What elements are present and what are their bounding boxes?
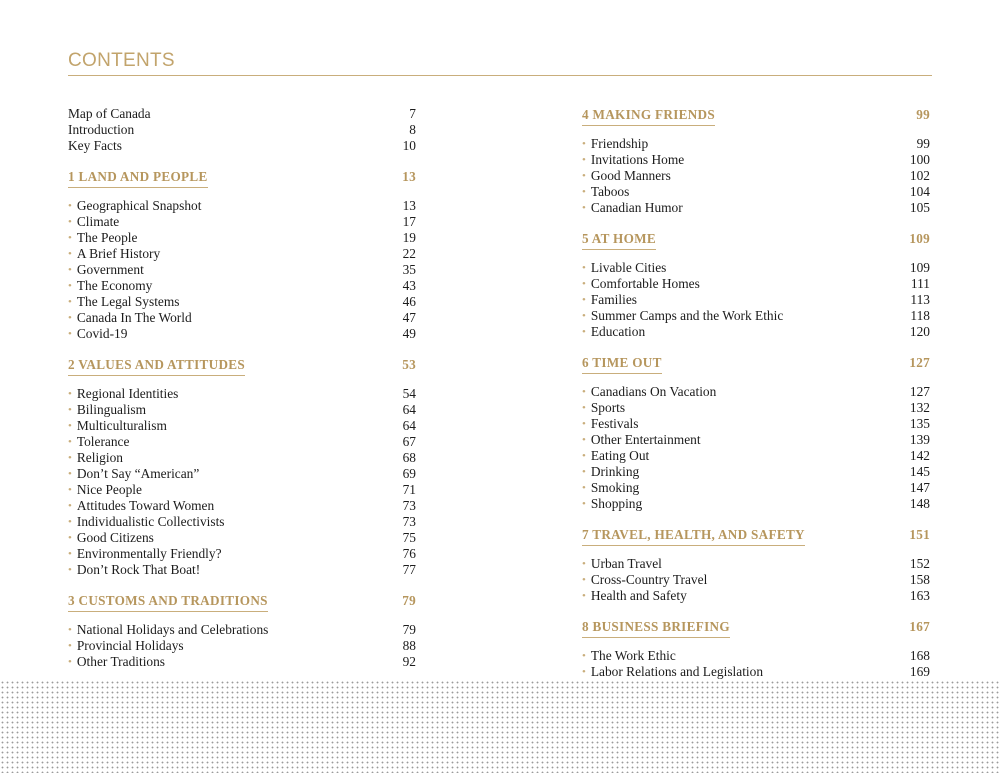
toc-entry-page-number: 64 [402, 418, 416, 433]
toc-entry[interactable] [68, 466, 416, 482]
toc-entry-title: • Canada In The World [68, 310, 192, 327]
toc-entry[interactable] [68, 498, 416, 514]
toc-entry[interactable] [582, 556, 930, 572]
toc-entry-title: • Don’t Rock That Boat! [68, 562, 200, 579]
toc-entry[interactable] [68, 482, 416, 498]
toc-entry-page-number: 64 [402, 402, 416, 417]
toc-entry-title: • A Brief History [68, 246, 160, 263]
toc-entry[interactable] [582, 324, 930, 340]
toc-entry-page-number: 49 [402, 326, 416, 341]
toc-entry-page-number: 17 [402, 214, 416, 229]
toc-entry-title: • Government [68, 262, 144, 279]
toc-entry[interactable] [68, 622, 416, 638]
section-spacer [582, 340, 930, 354]
section-spacer [582, 216, 930, 230]
toc-entry-title: • Summer Camps and the Work Ethic [582, 308, 783, 325]
toc-entry[interactable] [582, 168, 930, 184]
toc-entry-page-number: 142 [909, 448, 930, 463]
toc-left-column [68, 106, 416, 670]
toc-entry-title: • Environmentally Friendly? [68, 546, 222, 563]
toc-entry-title: • Multiculturalism [68, 418, 167, 435]
section-spacer [582, 512, 930, 526]
section-spacer [68, 578, 416, 592]
toc-entry-page-number: 79 [402, 622, 416, 637]
toc-entry-title: • Friendship [582, 136, 648, 153]
toc-entry[interactable] [68, 530, 416, 546]
toc-entry-page-number: 47 [402, 310, 416, 325]
toc-entry[interactable] [68, 230, 416, 246]
toc-entry-page-number: 163 [909, 588, 930, 603]
page-title: CONTENTS [68, 50, 175, 71]
toc-entry-title: • Covid-19 [68, 326, 127, 343]
toc-entry-page-number: 10 [402, 138, 416, 153]
toc-entry[interactable] [582, 588, 930, 604]
chapter-page-number: 151 [909, 527, 930, 542]
toc-entry[interactable] [582, 152, 930, 168]
toc-entry[interactable] [582, 464, 930, 480]
toc-entry-page-number: 67 [402, 434, 416, 449]
toc-entry-title: • National Holidays and Celebrations [68, 622, 268, 639]
toc-entry-page-number: 120 [909, 324, 930, 339]
toc-entry-page-number: 145 [909, 464, 930, 479]
toc-entry-title: • Provincial Holidays [68, 638, 184, 655]
toc-entry-page-number: 8 [409, 122, 416, 137]
chapter-heading[interactable] [68, 592, 416, 614]
toc-entry-title: • Regional Identities [68, 386, 178, 403]
toc-entry[interactable] [68, 562, 416, 578]
toc-entry-title: • Nice People [68, 482, 142, 499]
chapter-heading[interactable] [582, 618, 930, 640]
chapter-page-number: 99 [916, 107, 930, 122]
toc-entry-title: • The People [68, 230, 137, 247]
toc-entry[interactable] [68, 106, 416, 122]
toc-entry[interactable] [582, 416, 930, 432]
toc-entry-page-number: 148 [909, 496, 930, 511]
chapter-title: 4 MAKING FRIENDS [582, 106, 715, 126]
toc-entry-page-number: 147 [909, 480, 930, 495]
toc-entry[interactable] [582, 184, 930, 200]
toc-entry[interactable] [68, 326, 416, 342]
toc-entry-page-number: 152 [909, 556, 930, 571]
chapter-title: 2 VALUES AND ATTITUDES [68, 356, 245, 376]
chapter-page-number: 13 [402, 169, 416, 184]
toc-entry-page-number: 127 [909, 384, 930, 399]
chapter-heading[interactable] [582, 526, 930, 548]
title-divider [68, 75, 932, 76]
toc-entry[interactable] [68, 638, 416, 654]
toc-entry-page-number: 168 [909, 648, 930, 663]
toc-entry-page-number: 135 [909, 416, 930, 431]
chapter-heading[interactable] [582, 106, 930, 128]
toc-entry-page-number: 7 [409, 106, 416, 121]
toc-entry[interactable] [582, 664, 930, 680]
toc-entry-page-number: 69 [402, 466, 416, 481]
toc-entry-title: • Attitudes Toward Women [68, 498, 214, 515]
chapter-page-number: 53 [402, 357, 416, 372]
chapter-title: 5 AT HOME [582, 230, 656, 250]
toc-entry-page-number: 111 [910, 276, 930, 291]
chapter-title: 1 LAND AND PEOPLE [68, 168, 208, 188]
toc-entry[interactable] [582, 480, 930, 496]
toc-entry-page-number: 104 [909, 184, 930, 199]
toc-entry-title: • Festivals [582, 416, 638, 433]
chapter-heading[interactable] [68, 168, 416, 190]
chapter-title: 7 TRAVEL, HEALTH, AND SAFETY [582, 526, 805, 546]
toc-entry[interactable] [68, 450, 416, 466]
toc-entry[interactable] [582, 308, 930, 324]
toc-entry-title: • Don’t Say “American” [68, 466, 199, 483]
chapter-heading[interactable] [582, 230, 930, 252]
chapter-title: 3 CUSTOMS AND TRADITIONS [68, 592, 268, 612]
toc-entry-title: Map of Canada [68, 106, 151, 121]
toc-entry-page-number: 73 [402, 498, 416, 513]
toc-entry[interactable] [68, 278, 416, 294]
toc-entry-page-number: 71 [402, 482, 416, 497]
toc-entry[interactable] [68, 198, 416, 214]
toc-entry-page-number: 92 [402, 654, 416, 669]
toc-entry-title: • Comfortable Homes [582, 276, 700, 293]
toc-entry-title: • Education [582, 324, 645, 341]
toc-entry-title: • Geographical Snapshot [68, 198, 201, 215]
toc-entry-page-number: 68 [402, 450, 416, 465]
toc-entry-page-number: 118 [910, 308, 930, 323]
toc-entry-title: • Cross-Country Travel [582, 572, 707, 589]
toc-entry[interactable] [68, 294, 416, 310]
toc-entry-title: • Sports [582, 400, 625, 417]
toc-entry-title: • The Work Ethic [582, 648, 676, 665]
toc-entry-title: • Invitations Home [582, 152, 684, 169]
toc-entry-title: • Other Traditions [68, 654, 165, 671]
toc-entry-title: • Other Entertainment [582, 432, 701, 449]
toc-entry-title: • Drinking [582, 464, 639, 481]
chapter-title: 8 BUSINESS BRIEFING [582, 618, 730, 638]
chapter-page-number: 79 [402, 593, 416, 608]
toc-entry-title: • Urban Travel [582, 556, 662, 573]
toc-entry-title: • The Legal Systems [68, 294, 180, 311]
section-spacer [582, 604, 930, 618]
chapter-heading[interactable] [582, 354, 930, 376]
toc-entry-page-number: 76 [402, 546, 416, 561]
toc-entry[interactable] [582, 260, 930, 276]
toc-entry-page-number: 13 [402, 198, 416, 213]
toc-entry[interactable] [68, 262, 416, 278]
toc-entry[interactable] [582, 496, 930, 512]
toc-entry-page-number: 54 [402, 386, 416, 401]
dotted-pattern-band [0, 680, 1000, 773]
toc-entry-title: • Taboos [582, 184, 629, 201]
toc-entry-title: • Good Citizens [68, 530, 154, 547]
toc-right-column [582, 106, 930, 680]
toc-entry-title: • Shopping [582, 496, 642, 513]
toc-entry-page-number: 139 [909, 432, 930, 447]
toc-entry[interactable] [582, 292, 930, 308]
toc-entry-title: • Health and Safety [582, 588, 687, 605]
toc-entry-title: • Canadians On Vacation [582, 384, 716, 401]
chapter-page-number: 167 [909, 619, 930, 634]
toc-entry[interactable] [68, 138, 416, 154]
chapter-heading[interactable] [68, 356, 416, 378]
toc-entry-page-number: 43 [402, 278, 416, 293]
toc-entry-page-number: 99 [916, 136, 930, 151]
toc-entry-page-number: 158 [909, 572, 930, 587]
toc-entry-title: • Livable Cities [582, 260, 666, 277]
chapter-page-number: 109 [909, 231, 930, 246]
toc-entry-title: • Families [582, 292, 637, 309]
toc-entry[interactable] [68, 654, 416, 670]
toc-entry[interactable] [582, 432, 930, 448]
toc-entry-page-number: 88 [402, 638, 416, 653]
toc-entry-page-number: 19 [402, 230, 416, 245]
toc-entry-title: • Eating Out [582, 448, 649, 465]
toc-entry-page-number: 100 [909, 152, 930, 167]
chapter-page-number: 127 [909, 355, 930, 370]
chapter-title: 6 TIME OUT [582, 354, 662, 374]
toc-entry-page-number: 102 [909, 168, 930, 183]
toc-entry[interactable] [68, 418, 416, 434]
toc-entry[interactable] [582, 572, 930, 588]
toc-entry-page-number: 105 [909, 200, 930, 215]
toc-entry-page-number: 77 [402, 562, 416, 577]
toc-entry-title: • Canadian Humor [582, 200, 683, 217]
toc-entry-title: • Tolerance [68, 434, 129, 451]
toc-entry-page-number: 35 [402, 262, 416, 277]
toc-entry-page-number: 22 [402, 246, 416, 261]
toc-entry[interactable] [68, 310, 416, 326]
toc-entry-page-number: 75 [402, 530, 416, 545]
toc-entry-title: • Individualistic Collectivists [68, 514, 225, 531]
toc-entry-title: • Good Manners [582, 168, 671, 185]
toc-entry[interactable] [68, 514, 416, 530]
toc-entry-page-number: 113 [910, 292, 930, 307]
section-spacer [68, 342, 416, 356]
toc-entry[interactable] [68, 434, 416, 450]
toc-entry-page-number: 169 [909, 664, 930, 679]
toc-entry[interactable] [582, 400, 930, 416]
toc-entry[interactable] [582, 448, 930, 464]
toc-entry[interactable] [68, 246, 416, 262]
toc-entry[interactable] [582, 136, 930, 152]
toc-entry-page-number: 46 [402, 294, 416, 309]
toc-entry[interactable] [68, 546, 416, 562]
toc-entry-page-number: 73 [402, 514, 416, 529]
toc-entry-page-number: 132 [909, 400, 930, 415]
section-spacer [68, 154, 416, 168]
toc-entry[interactable] [68, 402, 416, 418]
toc-entry[interactable] [68, 122, 416, 138]
toc-entry-title: • Labor Relations and Legislation [582, 664, 763, 681]
toc-entry-title: Key Facts [68, 138, 122, 153]
toc-entry[interactable] [582, 276, 930, 292]
toc-entry[interactable] [582, 200, 930, 216]
toc-entry-title: • Climate [68, 214, 119, 231]
toc-entry-page-number: 109 [909, 260, 930, 275]
toc-entry[interactable] [582, 384, 930, 400]
toc-entry-title: • The Economy [68, 278, 152, 295]
toc-entry-title: • Religion [68, 450, 123, 467]
toc-entry-title: • Smoking [582, 480, 639, 497]
toc-entry[interactable] [582, 648, 930, 664]
toc-entry[interactable] [68, 386, 416, 402]
toc-entry-title: Introduction [68, 122, 135, 137]
toc-entry[interactable] [68, 214, 416, 230]
toc-entry-title: • Bilingualism [68, 402, 146, 419]
